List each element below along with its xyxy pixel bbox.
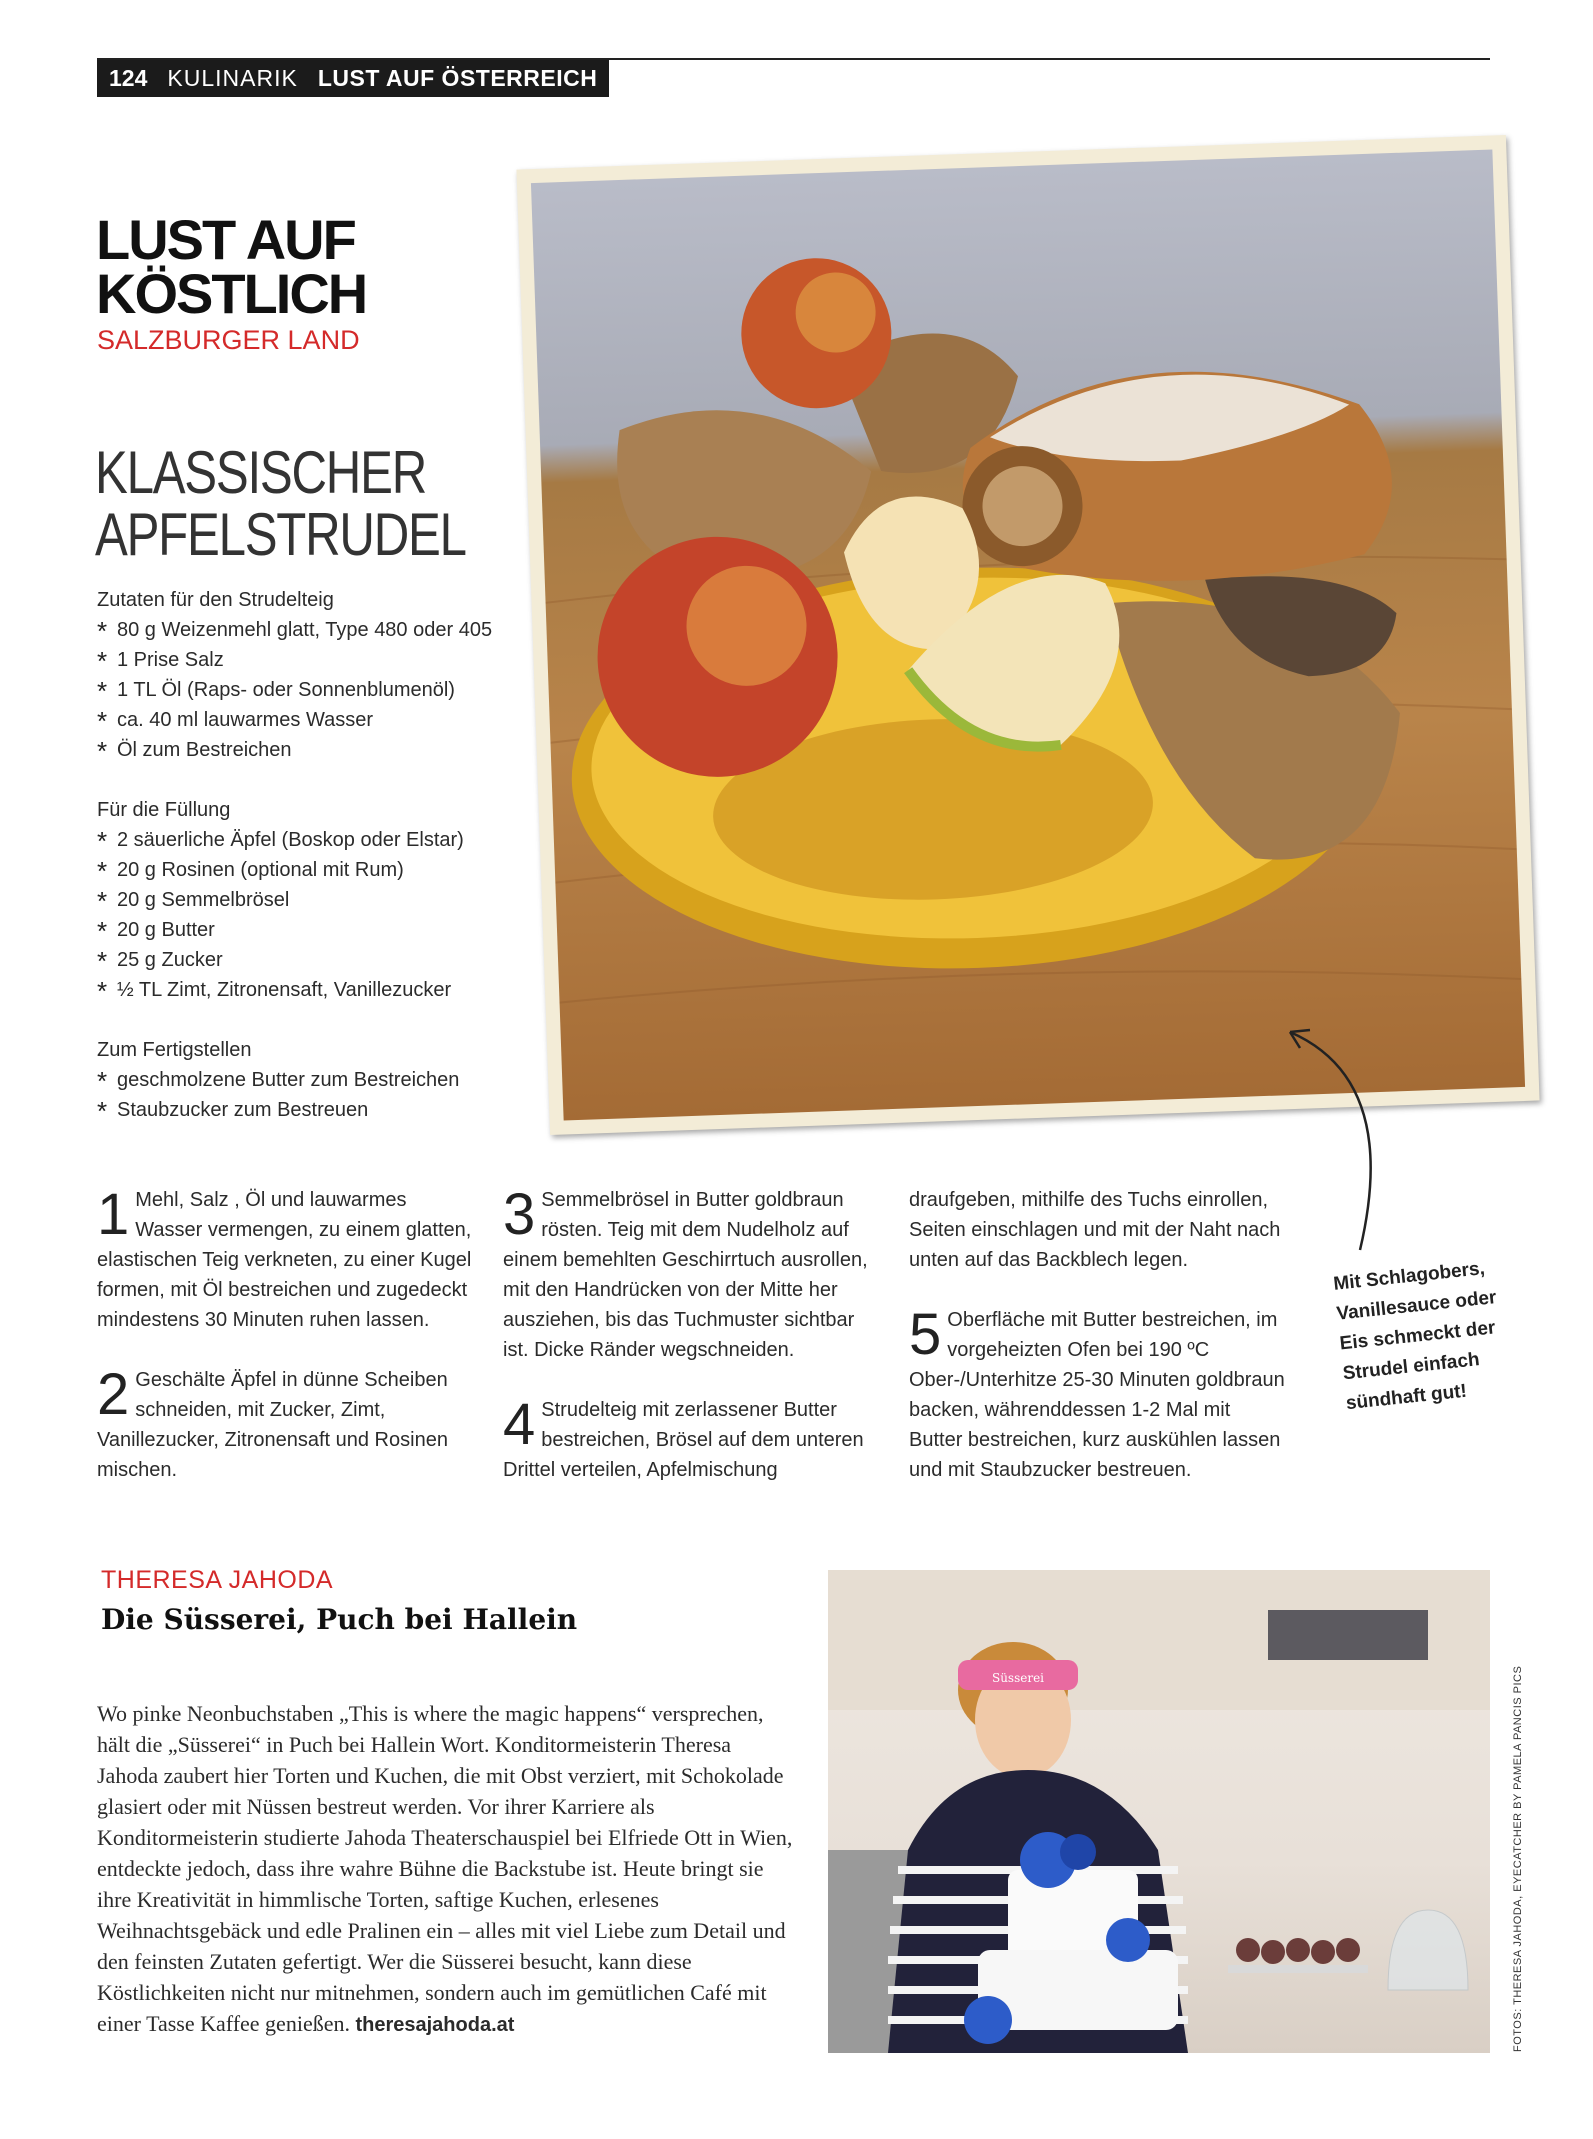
brand-title-line2: KÖSTLICH [96, 262, 367, 325]
step [503, 1392, 883, 1485]
photo-credit: FOTOS: THERESA JAHODA, EYECATCHER BY PAMELA PANCIS PICS [1512, 1665, 1524, 2052]
asterisk-icon: * [97, 916, 108, 946]
ingredient-item: * ½ TL Zimt, Zitronensaft, Vanillezucker [97, 976, 452, 1006]
ingredient-item: * 20 g Rosinen (optional mit Rum) [97, 856, 404, 886]
step-text: Mehl, Salz , Öl und lauwarmes Wasser vermengen, zu einem glatten, elastischen Teig verkneten, zu einer Kugel formen, mit Öl bestreichen und zugedeckt mindestens 30 Minuten ruhen lassen. [97, 1189, 472, 1331]
ingredient-item: * ca. 40 ml lauwarmes Wasser [97, 706, 373, 736]
brand-title-line1: LUST AUF [96, 208, 355, 271]
strudel-photo [516, 135, 1539, 1135]
ingredient-item: * 25 g Zucker [97, 946, 223, 976]
step-text: draufgeben, mithilfe des Tuchs einrollen, Seiten einschlagen und mit der Naht nach unten auf das Backblech legen. [909, 1189, 1281, 1271]
step-text: Oberfläche mit Butter bestreichen, im vorgeheizten Ofen bei 190 ºC Ober-/Unterhitze 25-30 Minuten goldbraun backen, währenddessen 1-2 Mal mit Butter bestreichen, kurz auskühlen lassen und mit Staubzucker bestreuen. [909, 1309, 1285, 1481]
region-label: SALZBURGER LAND [97, 325, 360, 355]
ingredient-item: * 20 g Butter [97, 916, 215, 946]
bio-text [97, 1698, 797, 2041]
bio-body: Wo pinke Neonbuchstaben „This is where the magic happens“ versprechen, hält die „Süsserei“ in Puch bei Hallein Wort. Konditormeisterin Theresa Jahoda zaubert hier Torten und Kuchen, die mit Obst verziert, mit Schokolade glasiert oder mit Nüssen bestreut werden. Vor ihrer Karriere als Konditormeisterin studierte Jahoda Theaterschauspiel bei Elfriede Ott in Wien, entdeckte jedoch, dass ihre wahre Bühne die Backstube ist. Heute bringt sie ihre Kreativität in himmlische Torten, saftige Kuchen, erlesenes Weihnachtsgebäck und edle Pralinen ein – alles mit viel Liebe zum Detail und den feinsten Zutaten gefertigt. Wer die Süsserei besucht, kann diese Köstlichkeiten nicht nur mitnehmen, sondern auch im gemütlichen Café mit einer Tasse Kaffee genießen. [97, 1701, 793, 2036]
series-label: LUST AUF ÖSTERREICH [317, 65, 598, 91]
step-number: 4 [503, 1392, 536, 1457]
strudel-illustration [531, 149, 1525, 1120]
ingredient-item: * Öl zum Bestreichen [97, 736, 292, 766]
asterisk-icon: * [97, 976, 108, 1006]
ingredient-item: * 2 säuerliche Äpfel (Boskop oder Elstar) [97, 826, 464, 856]
asterisk-icon: * [97, 676, 108, 706]
ingredient-item: * 20 g Semmelbrösel [97, 886, 290, 916]
ingredients-dough [97, 585, 557, 765]
recipe-title-line1: KLASSISCHER [95, 439, 426, 506]
asterisk-icon: * [97, 1096, 108, 1126]
step-number: 3 [503, 1182, 536, 1247]
baker-illustration [828, 1570, 1490, 2053]
steps-column-3 [909, 1185, 1289, 1515]
steps-column-1 [97, 1182, 477, 1515]
step-text: Strudelteig mit zerlassener Butter bestreichen, Brösel auf dem unteren Drittel verteilen, Apfelmischung [503, 1399, 864, 1481]
ingredient-item: * geschmolzene Butter zum Bestreichen [97, 1066, 460, 1096]
asterisk-icon: * [97, 886, 108, 916]
step [97, 1182, 477, 1335]
ingredients-heading: Zutaten für den Strudelteig [97, 589, 334, 611]
ingredients-heading: Zum Fertigstellen [97, 1039, 252, 1061]
website-link[interactable]: theresajahoda.at [355, 2014, 515, 2036]
asterisk-icon: * [97, 706, 108, 736]
ingredients-finish [97, 1035, 557, 1125]
headband-label: Süsserei [991, 1671, 1045, 1685]
ingredients-heading: Für die Füllung [97, 799, 231, 821]
section-label: KULINARIK [167, 65, 298, 91]
page-header [97, 60, 609, 97]
step-number: 2 [97, 1362, 130, 1427]
ingredient-item: * 1 TL Öl (Raps- oder Sonnenblumenöl) [97, 676, 455, 706]
asterisk-icon: * [97, 826, 108, 856]
serving-tip: Mit Schlagobers, Vanillesauce oder Eis schmeckt der Strudel einfach sündhaft gut! [1332, 1258, 1498, 1415]
step [503, 1182, 883, 1365]
step [909, 1302, 1289, 1485]
asterisk-icon: * [97, 616, 108, 646]
strudel-photo-image [531, 149, 1525, 1120]
step-continuation [909, 1185, 1289, 1275]
person-name: THERESA JAHODA [101, 1566, 334, 1594]
recipe-title [95, 439, 466, 568]
asterisk-icon: * [97, 1066, 108, 1096]
step-text: Semmelbrösel in Butter goldbraun rösten. Teig mit dem Nudelholz auf einem bemehlten Geschirrtuch ausrollen, mit den Handrücken von der Mitte her ausziehen, bis das Tuchmuster sichtbar ist. Dicke Ränder wegschneiden. [503, 1189, 868, 1361]
page-number: 124 [109, 65, 148, 91]
step [97, 1362, 477, 1485]
asterisk-icon: * [97, 856, 108, 886]
asterisk-icon: * [97, 646, 108, 676]
asterisk-icon: * [97, 946, 108, 976]
recipe-title-line2: APFELSTRUDEL [95, 501, 466, 568]
place-name: Die Süsserei, Puch bei Hallein [101, 1603, 578, 1636]
step-number: 1 [97, 1182, 130, 1247]
baker-photo [828, 1570, 1490, 2053]
ingredient-item: * 1 Prise Salz [97, 646, 224, 676]
brand-title [96, 208, 436, 325]
steps-column-2 [503, 1182, 883, 1515]
step-number: 5 [909, 1302, 942, 1367]
asterisk-icon: * [97, 736, 108, 766]
step-text: Geschälte Äpfel in dünne Scheiben schneiden, mit Zucker, Zimt, Vanillezucker, Zitronensaft und Rosinen mischen. [97, 1369, 448, 1481]
ingredients-filling [97, 795, 557, 1005]
ingredient-item: * 80 g Weizenmehl glatt, Type 480 oder 405 [97, 616, 493, 646]
ingredient-item: * Staubzucker zum Bestreuen [97, 1096, 369, 1126]
